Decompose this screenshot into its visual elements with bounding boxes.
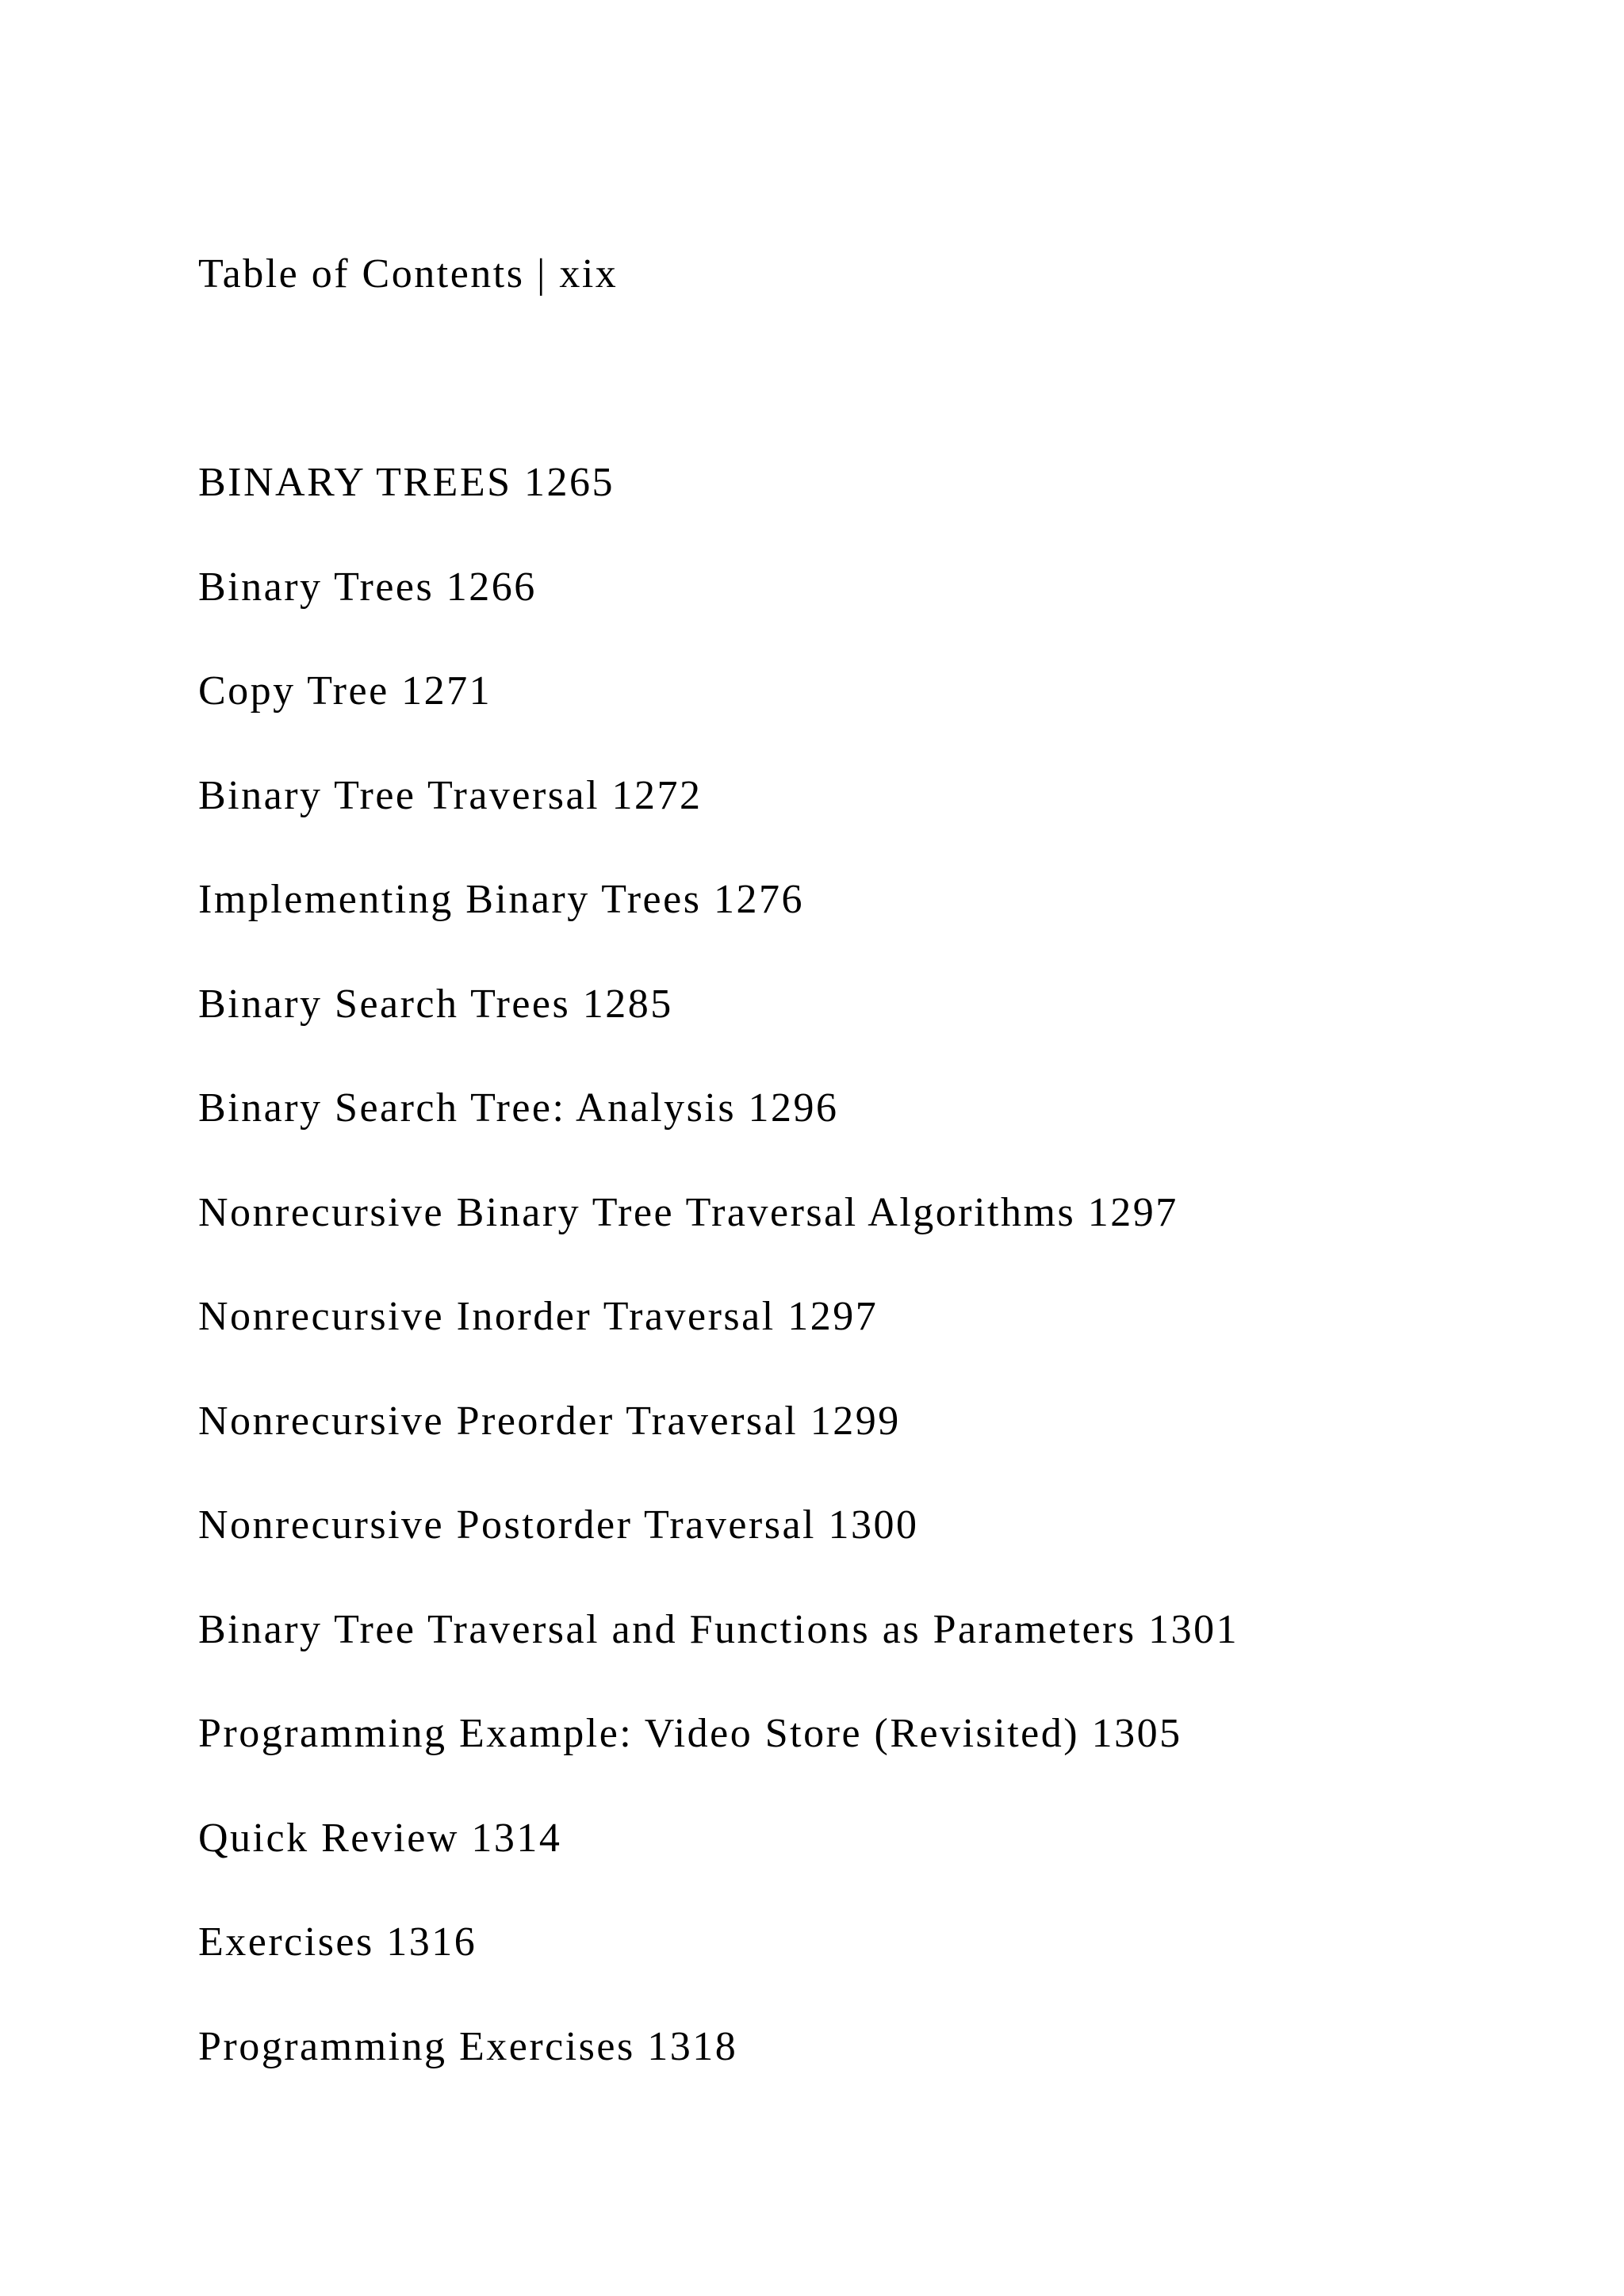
toc-entry: Binary Search Tree: Analysis 1296 (198, 1085, 839, 1131)
toc-entry: Nonrecursive Inorder Traversal 1297 (198, 1294, 879, 1339)
toc-entry-chapter-title: BINARY TREES 1265 (198, 460, 615, 505)
toc-entry: Implementing Binary Trees 1276 (198, 877, 804, 922)
toc-entry: Quick Review 1314 (198, 1816, 562, 1861)
toc-entry: Binary Trees 1266 (198, 564, 537, 610)
toc-entry: Binary Tree Traversal and Functions as Parameters 1301 (198, 1607, 1239, 1652)
toc-entry: Binary Tree Traversal 1272 (198, 773, 703, 818)
toc-entry: Exercises 1316 (198, 1919, 477, 1965)
toc-entry: Programming Exercises 1318 (198, 2024, 738, 2069)
toc-entry: Nonrecursive Postorder Traversal 1300 (198, 1502, 919, 1548)
toc-entry: Copy Tree 1271 (198, 668, 492, 714)
toc-entry: Nonrecursive Preorder Traversal 1299 (198, 1399, 901, 1444)
toc-entry: Binary Search Trees 1285 (198, 982, 673, 1027)
toc-entry: Nonrecursive Binary Tree Traversal Algorithms 1297 (198, 1190, 1178, 1235)
running-header: Table of Contents | xix (198, 251, 619, 297)
toc-entry: Programming Example: Video Store (Revisited) 1305 (198, 1711, 1182, 1756)
